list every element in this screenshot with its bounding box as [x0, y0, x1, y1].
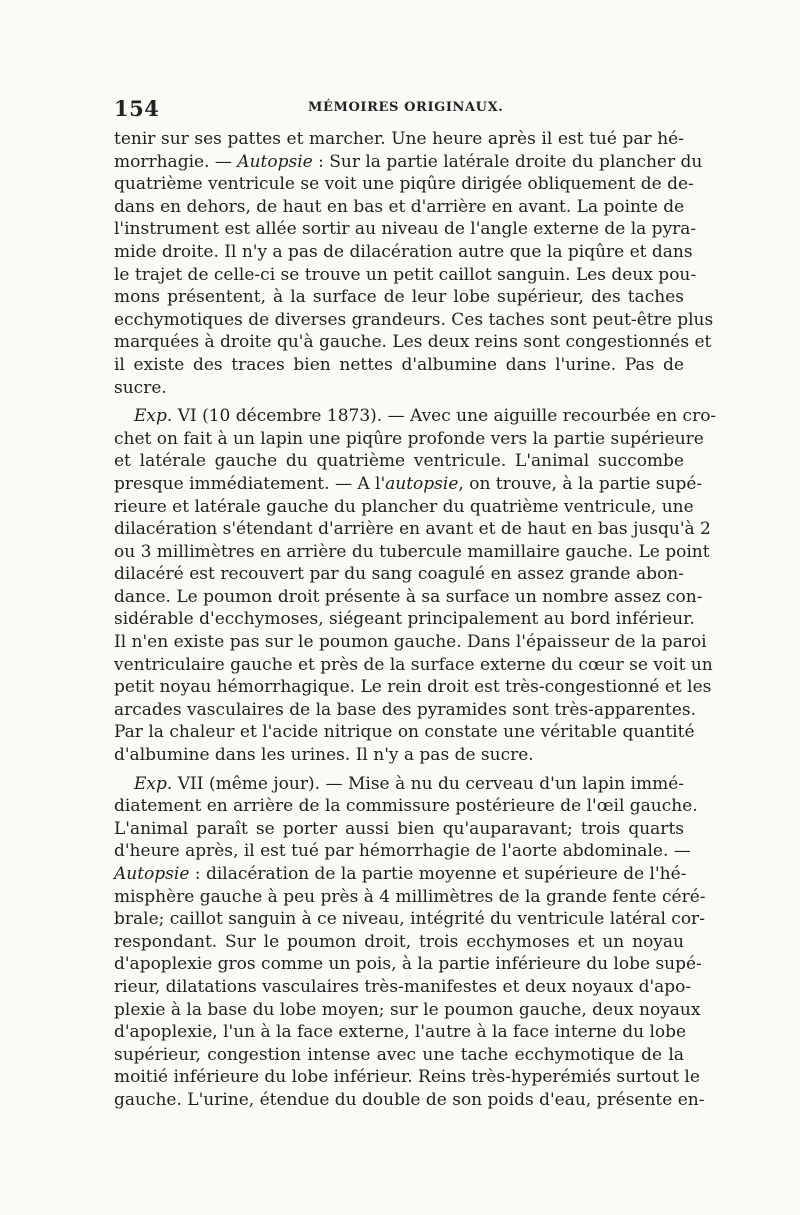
text-line: [114, 795, 698, 818]
text-line: [114, 264, 697, 287]
text-run: supérieur, congestion intense avec une tache ecchymotique de la: [114, 1044, 684, 1065]
text-run: l'instrument est allée sortir au niveau de l'angle externe de la pyra-: [114, 219, 697, 240]
running-title: MÉMOIRES ORIGINAUX.: [308, 100, 504, 115]
text-run: misphère gauche à peu près à 4 millimètres de la grande fente céré-: [114, 886, 706, 907]
text-line: [114, 999, 701, 1022]
text-run: , on trouve, à la partie supé-: [458, 473, 703, 494]
text-run: VII (même jour). — Mise à nu du cerveau d'un lapin immé-: [172, 773, 684, 794]
text-run: dilacération s'étendant d'arrière en avant et de haut en bas jusqu'à 2: [114, 519, 711, 540]
text-line: [114, 818, 684, 841]
text-line: [114, 773, 684, 796]
text-line: [114, 863, 687, 886]
text-run: morrhagie. —: [114, 151, 238, 172]
text-run: VI (10 décembre 1873). — Avec une aiguille recourbée en cro-: [172, 406, 717, 427]
text-line: [114, 331, 712, 354]
text-line: [114, 908, 705, 931]
italic-text: Exp.: [134, 406, 173, 427]
text-line: [114, 541, 710, 564]
text-line: [114, 196, 684, 219]
text-run: mons présentent, à la surface de leur lobe supérieur, des taches: [114, 287, 684, 308]
text-line: [114, 473, 703, 496]
text-run: ventriculaire gauche et près de la surface externe du cœur se voit un: [114, 654, 713, 675]
page-number: 154: [114, 96, 160, 121]
text-run: rieure et latérale gauche du plancher du quatrième ventricule, une: [114, 496, 694, 517]
text-line: [114, 931, 684, 954]
text-line: [114, 654, 713, 677]
text-line: [114, 721, 695, 744]
text-line: [114, 151, 703, 174]
text-run: L'animal paraît se porter aussi bien qu'auparavant; trois quarts: [114, 818, 684, 839]
italic-text: Exp.: [134, 773, 173, 794]
text-line: [114, 744, 684, 767]
text-run: presque immédiatement. — A l': [114, 473, 386, 494]
text-run: le trajet de celle-ci se trouve un petit caillot sanguin. Les deux pou-: [114, 264, 697, 285]
text-run: marquées à droite qu'à gauche. Les deux reins sont congestionnés et: [114, 332, 712, 353]
italic-text: Autopsie: [237, 151, 313, 172]
text-line: [114, 518, 711, 541]
text-run: arcades vasculaires de la base des pyramides sont très-apparentes.: [114, 699, 697, 720]
text-run: rieur, dilatations vasculaires très-manifestes et deux noyaux d'apo-: [114, 976, 692, 997]
text-line: [114, 1044, 684, 1067]
text-run: d'apoplexie gros comme un pois, à la partie inférieure du lobe supé-: [114, 954, 702, 975]
text-run: brale; caillot sanguin à ce niveau, intégrité du ventricule latéral cor-: [114, 909, 705, 930]
text-run: petit noyau hémorrhagique. Le rein droit est très-congestionné et les: [114, 677, 712, 698]
text-line: [114, 1066, 700, 1089]
text-line: [114, 608, 695, 631]
text-run: ecchymotiques de diverses grandeurs. Ces taches sont peut-être plus: [114, 309, 714, 330]
text-line: [114, 631, 707, 654]
text-line: [114, 976, 692, 999]
text-run: chet on fait à un lapin une piqûre profonde vers la partie supérieure: [114, 428, 704, 449]
text-run: et latérale gauche du quatrième ventricule. L'animal succombe: [114, 451, 684, 472]
text-line: [114, 450, 684, 473]
text-line: [114, 309, 714, 332]
text-line: [114, 377, 684, 400]
text-run: tenir sur ses pattes et marcher. Une heure après il est tué par hé-: [114, 129, 684, 149]
text-line: [114, 563, 684, 586]
text-run: dance. Le poumon droit présente à sa surface un nombre assez con-: [114, 586, 703, 607]
text-line: [114, 128, 684, 151]
paragraph: [114, 773, 706, 1112]
text-run: Par la chaleur et l'acide nitrique on constate une véritable quantité: [114, 722, 695, 743]
body-text: [114, 128, 717, 1112]
text-run: mide droite. Il n'y a pas de dilacération autre que la piqûre et dans: [114, 241, 693, 262]
text-line: [114, 218, 697, 241]
text-run: ou 3 millimètres en arrière du tubercule mamillaire gauche. Le point: [114, 541, 710, 562]
text-run: moitié inférieure du lobe inférieur. Reins très-hyperémiés surtout le: [114, 1067, 700, 1088]
text-run: d'heure après, il est tué par hémorrhagie de l'aorte abdominale. —: [114, 841, 691, 862]
text-run: plexie à la base du lobe moyen; sur le poumon gauche, deux noyaux: [114, 999, 701, 1020]
paragraph: [114, 128, 714, 399]
text-run: : dilacération de la partie moyenne et supérieure de l'hé-: [189, 864, 687, 884]
text-line: [114, 699, 697, 722]
text-run: il existe des traces bien nettes d'albumine dans l'urine. Pas de: [114, 354, 684, 375]
text-line: [114, 354, 684, 377]
text-line: [114, 428, 704, 451]
text-run: respondant. Sur le poumon droit, trois ecchymoses et un noyau: [114, 931, 684, 952]
text-line: [114, 586, 703, 609]
text-line: [114, 953, 702, 976]
italic-text: autopsie: [385, 473, 459, 494]
text-run: quatrième ventricule se voit une piqûre dirigée obliquement de de-: [114, 174, 694, 195]
text-run: sidérable d'ecchymoses, siégeant principalement au bord inférieur.: [114, 609, 695, 630]
text-line: [114, 886, 706, 909]
text-run: dans en dehors, de haut en bas et d'arrière en avant. La pointe de: [114, 196, 685, 217]
text-run: : Sur la partie latérale droite du plancher du: [312, 151, 703, 172]
text-run: gauche. L'urine, étendue du double de son poids d'eau, présente en-: [114, 1089, 705, 1110]
text-run: d'albumine dans les urines. Il n'y a pas de sucre.: [114, 745, 534, 766]
text-run: Il n'en existe pas sur le poumon gauche. Dans l'épaisseur de la paroi: [114, 632, 707, 653]
text-run: dilacéré est recouvert par du sang coagulé en assez grande abon-: [114, 564, 684, 585]
text-line: [114, 241, 693, 264]
text-line: [114, 286, 684, 309]
paragraph: [114, 405, 717, 767]
text-line: [114, 1021, 687, 1044]
text-line: [114, 405, 717, 428]
text-line: [114, 496, 694, 519]
italic-text: Autopsie: [114, 864, 190, 884]
text-run: sucre.: [114, 377, 167, 398]
text-line: [114, 1089, 705, 1112]
running-header: [114, 96, 684, 124]
text-run: d'apoplexie, l'un à la face externe, l'autre à la face interne du lobe: [114, 1022, 687, 1043]
text-line: [114, 840, 691, 863]
text-line: [114, 173, 694, 196]
text-line: [114, 676, 712, 699]
text-run: diatement en arrière de la commissure postérieure de l'œil gauche.: [114, 796, 698, 817]
